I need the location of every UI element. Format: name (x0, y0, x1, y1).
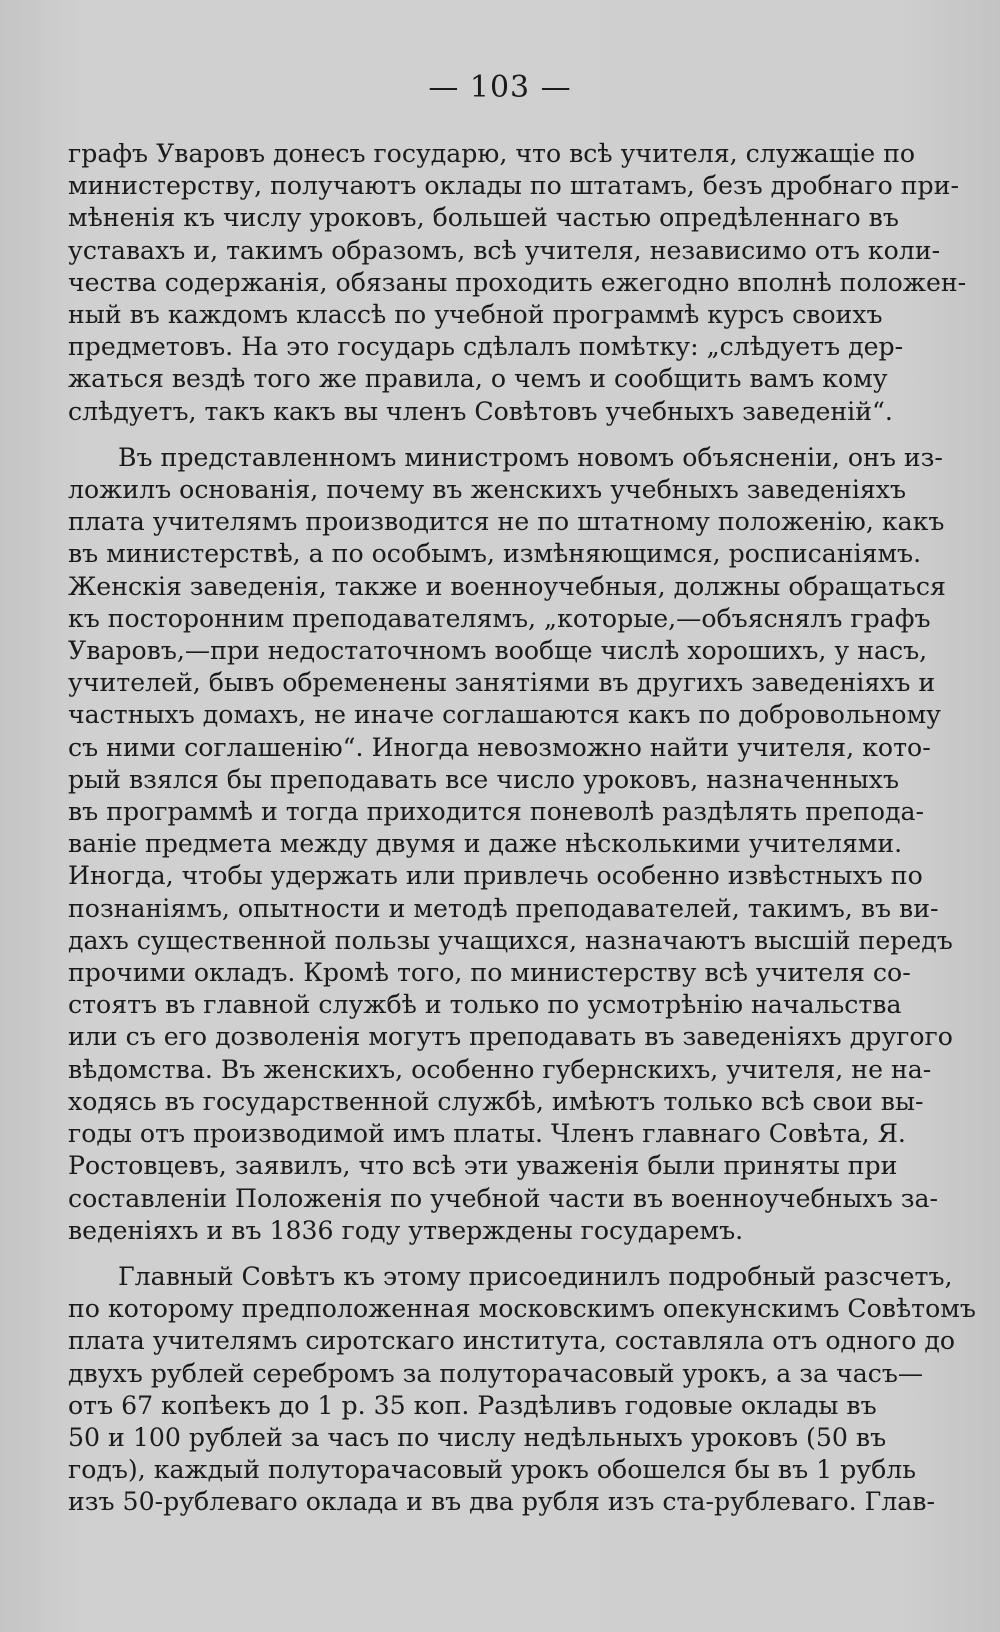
text-line: прочими окладъ. Кромѣ того, по министерству всѣ учителя со- (68, 958, 911, 988)
page-number: — 103 — (428, 70, 572, 105)
text-line: отъ 67 копѣекъ до 1 р. 35 коп. Раздѣливъ годовые оклады въ (68, 1390, 877, 1420)
text-line: плата учителямъ сиротскаго института, составляла отъ одного до (68, 1326, 956, 1356)
text-line: предметовъ. На это государь сдѣлалъ помѣтку: „слѣдуетъ дер- (68, 332, 904, 362)
text-line: годъ), каждый полуторачасовый урокъ обошелся бы въ 1 рубль (68, 1455, 916, 1485)
paragraph (68, 138, 967, 428)
text-line: 50 и 100 рублей за часъ по числу недѣльныхъ уроковъ (50 въ (68, 1422, 887, 1452)
text-line: веденіяхъ и въ 1836 году утверждены государемъ. (68, 1215, 744, 1245)
text-line: въ министерствѣ, а по особымъ, измѣняющимся, росписаніямъ. (68, 539, 922, 569)
text-line: или съ его дозволенія могутъ преподавать въ заведеніяхъ другого (68, 1022, 953, 1052)
text-line: плата учителямъ производится не по штатному положенію, какъ (68, 507, 945, 537)
text-line: къ посторонним преподавателямъ, „которые,—объяснялъ графъ (68, 603, 931, 633)
text-line: составленіи Положенія по учебной части въ военноучебныхъ за- (68, 1183, 938, 1213)
text-line: Главный Совѣтъ къ этому присоединилъ подробный разсчетъ, (118, 1261, 953, 1291)
text-line: ваніе предмета между двумя и даже нѣсколькими учителями. (68, 829, 903, 859)
text-line: дахъ существенной пользы учащихся, назначаютъ высшій передъ (68, 925, 953, 955)
text-line: Иногда, чтобы удержать или привлечь особенно извѣстныхъ по (68, 861, 923, 891)
text-line: Ростовцевъ, заявилъ, что всѣ эти уваженія были приняты при (68, 1151, 898, 1181)
text-line: графъ Уваровъ донесъ государю, что всѣ учителя, служащіе по (68, 139, 916, 168)
text-line: познаніямъ, опытности и методѣ преподавателей, такимъ, въ ви- (68, 893, 939, 923)
text-line: ходясь въ государственной службѣ, имѣютъ только всѣ свои вы- (68, 1086, 924, 1116)
paragraph (68, 442, 953, 1247)
text-line: Въ представленномъ министромъ новомъ объясненіи, онъ из- (118, 442, 943, 472)
text-line: двухъ рублей серебромъ за полуторачасовый урокъ, а за часъ— (68, 1358, 924, 1388)
text-line: чества содержанія, обязаны проходить ежегодно вполнѣ положен- (68, 267, 967, 297)
text-line: уставахъ и, такимъ образомъ, всѣ учителя, независимо отъ коли- (68, 235, 941, 265)
body-text (68, 138, 976, 1533)
text-line: съ ними соглашенію“. Иногда невозможно найти учителя, кото- (68, 732, 931, 762)
text-line: учителей, бывъ обременены занятіями въ другихъ заведеніяхъ и (68, 668, 936, 698)
text-line: Женскія заведенія, также и военноучебныя, должны обращаться (68, 571, 946, 601)
text-line: мѣненія къ числу уроковъ, большей частью опредѣленнаго въ (68, 203, 899, 233)
text-line: Уваровъ,—при недостаточномъ вообще числѣ хорошихъ, у насъ, (68, 636, 928, 666)
text-line: частныхъ домахъ, не иначе соглашаются какъ по добровольному (68, 700, 941, 730)
text-line: въ программѣ и тогда приходится поневолѣ раздѣлять препода- (68, 797, 925, 827)
text-line: ложилъ основанія, почему въ женскихъ учебныхъ заведеніяхъ (68, 475, 907, 505)
text-line: изъ 50-рублеваго оклада и въ два рубля изъ ста-рублеваго. Глав- (68, 1487, 935, 1517)
text-line: стоятъ въ главной службѣ и только по усмотрѣнію начальства (68, 990, 902, 1020)
text-line: по которому предположенная московскимъ опекунскимъ Совѣтомъ (68, 1294, 976, 1324)
text-line: рый взялся бы преподавать все число уроковъ, назначенныхъ (68, 764, 900, 794)
text-line: министерству, получаютъ оклады по штатамъ, безъ дробнаго при- (68, 171, 959, 201)
paragraph (68, 1261, 976, 1519)
text-line: слѣдуетъ, такъ какъ вы членъ Совѣтовъ учебныхъ заведеній“. (68, 396, 893, 426)
text-line: годы отъ производимой имъ платы. Членъ главнаго Совѣта, Я. (68, 1119, 906, 1149)
text-line: вѣдомства. Въ женскихъ, особенно губернскихъ, учителя, не на- (68, 1054, 932, 1084)
text-line: ный въ каждомъ классѣ по учебной программѣ курсъ своихъ (68, 300, 883, 330)
text-line: жаться вездѣ того же правила, о чемъ и сообщить вамъ кому (68, 364, 888, 394)
